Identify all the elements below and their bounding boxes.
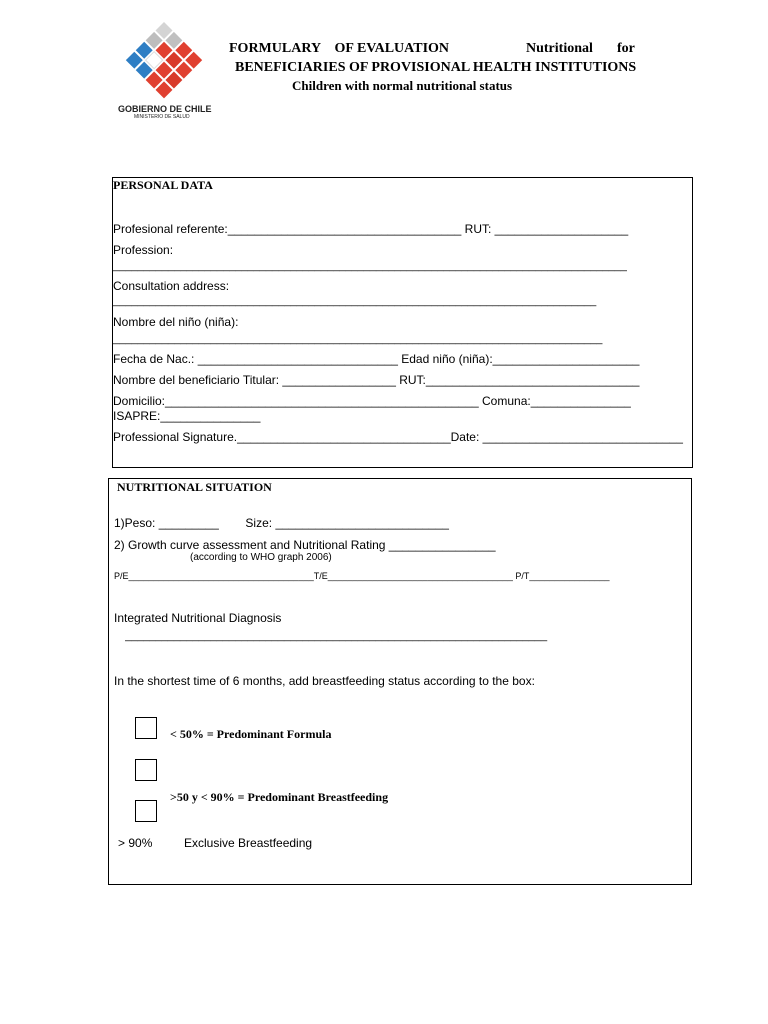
profession-field[interactable]: ____________________________________________________________________________________: [113, 260, 627, 272]
child-name-field[interactable]: ________________________________________________________________________________: [113, 333, 603, 345]
gobierno-de-chile-logo: [112, 14, 216, 122]
integrated-diagnosis-label: Integrated Nutritional Diagnosis: [114, 611, 282, 625]
dob-age-field[interactable]: Fecha de Nac.: ______________________________ Edad niño (niña):______________________: [113, 352, 640, 366]
professional-signature-field[interactable]: Professional Signature.________________________________Date: ______________________________: [113, 430, 683, 444]
isapre-field[interactable]: ISAPRE:_______________: [113, 409, 261, 423]
header-title-part1: FORMULARY OF EVALUATION: [229, 41, 450, 56]
option-predominant-breastfeeding: >50 y < 90% = Predominant Breastfeeding: [170, 790, 389, 804]
logo-subname: MINISTERIO DE SALUD: [134, 114, 190, 120]
beneficiary-holder-field[interactable]: Nombre del beneficiario Titular: _________________ RUT:________________________________: [113, 373, 640, 387]
growth-curve-field[interactable]: 2) Growth curve assessment and Nutritional Rating ________________: [114, 538, 496, 552]
profession-label: Profession:: [113, 243, 174, 257]
breastfeeding-instruction: In the shortest time of 6 months, add breastfeeding status according to the box:: [114, 674, 535, 688]
option-exclusive-label: Exclusive Breastfeeding: [184, 836, 313, 850]
who-note: (according to WHO graph 2006): [190, 552, 332, 563]
checkbox-exclusive-breastfeeding[interactable]: [135, 800, 157, 822]
option-exclusive-pct: > 90%: [118, 836, 153, 850]
domicilio-comuna-field[interactable]: Domicilio:_______________________________________________ Comuna:_______________: [113, 394, 631, 408]
header-subtitle: Children with normal nutritional status: [292, 78, 513, 93]
ratios-field[interactable]: P/E_____________________________________T/E_____________________________________ P/T________________: [114, 571, 610, 581]
header-title-part3: for: [617, 41, 635, 56]
consultation-address-label: Consultation address:: [113, 279, 230, 293]
weight-size-field[interactable]: 1)Peso: _________ Size: __________________________: [114, 516, 449, 530]
logo-emblem: [112, 14, 216, 104]
nutritional-situation-title: NUTRITIONAL SITUATION: [117, 480, 272, 494]
option-predominant-formula: < 50% = Predominant Formula: [170, 727, 332, 741]
profesional-referente-field[interactable]: Profesional referente:___________________________________ RUT: ____________________: [113, 222, 629, 236]
header-title-part2: Nutritional: [526, 41, 593, 56]
child-name-label: Nombre del niño (niña):: [113, 315, 239, 329]
personal-data-title: PERSONAL DATA: [113, 178, 213, 192]
consultation-address-field[interactable]: _______________________________________________________________________________: [113, 295, 597, 307]
logo-name: GOBIERNO DE CHILE: [118, 104, 212, 114]
integrated-diagnosis-field[interactable]: _____________________________________________________________________: [125, 630, 548, 642]
header-title-line2: BENEFICIARIES OF PROVISIONAL HEALTH INSTITUTIONS: [235, 60, 637, 75]
checkbox-predominant-formula[interactable]: [135, 717, 157, 739]
checkbox-predominant-breastfeeding[interactable]: [135, 759, 157, 781]
